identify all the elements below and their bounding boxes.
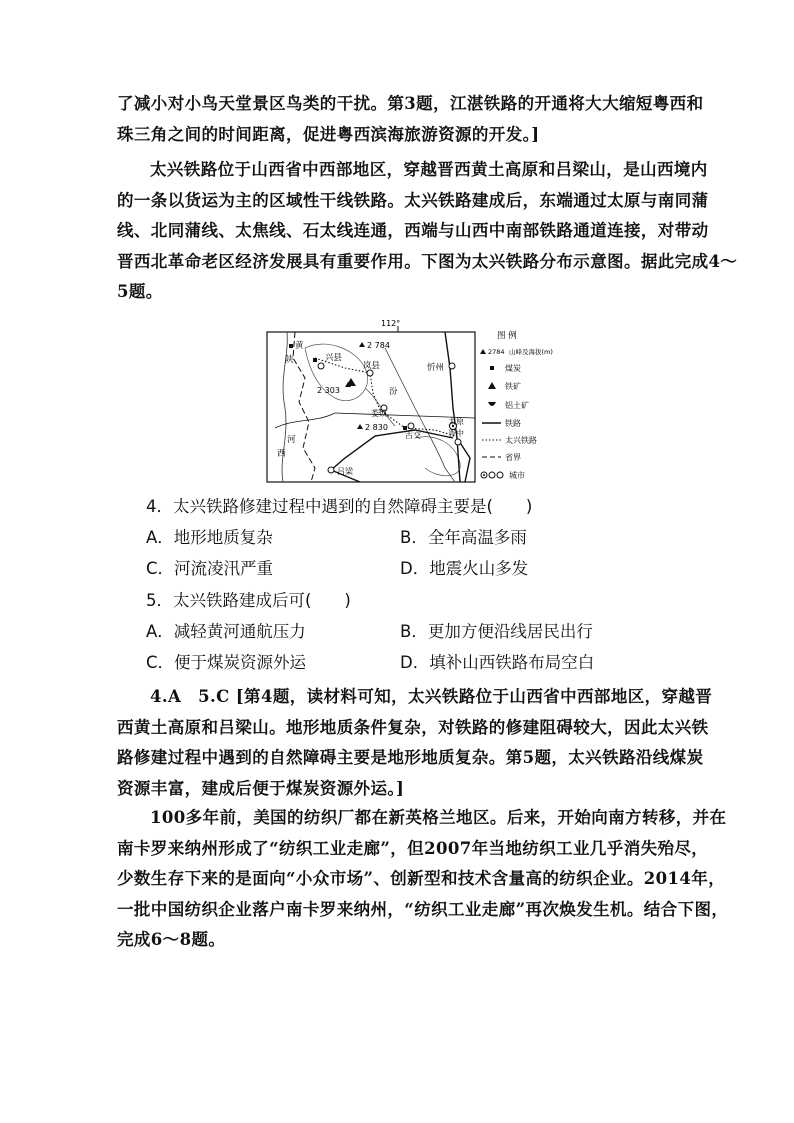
label-huang: 黄 xyxy=(295,341,304,351)
taixing-railway-map xyxy=(265,318,565,490)
question-5-option-c[interactable]: C．便于煤炭资源外运 xyxy=(146,653,307,672)
label-gujiao: 古交 xyxy=(405,431,421,440)
coal-mine-marker xyxy=(403,426,407,430)
label-he: 河 xyxy=(287,435,296,445)
question-4-option-b[interactable]: B．全年高温多雨 xyxy=(400,528,527,547)
legend-city: 城市 xyxy=(509,471,525,480)
legend-iron-icon xyxy=(488,382,496,389)
legend-aluminum-icon xyxy=(488,402,496,406)
coal-mine-marker xyxy=(313,358,317,362)
question-5-option-a[interactable]: A．减轻黄河通航压力 xyxy=(146,622,306,641)
question-4-option-d[interactable]: D．地震火山多发 xyxy=(400,559,529,578)
legend-peak: 山峰及海拔(m) xyxy=(509,348,553,356)
legend-border: 省界 xyxy=(505,453,521,462)
text-line: 南卡罗来纳州形成了“纺织工业走廊”，但2007年当地纺织工业几乎消失殆尽， xyxy=(117,838,709,858)
coal-mine-marker xyxy=(289,344,293,348)
text-line: 少数生存下来的是面向“小众市场”、创新型和技术含量高的纺织企业。2014年， xyxy=(117,869,726,888)
text-line: 路修建过程中遇到的自然障碍主要是地形地质复杂。第5题，太兴铁路沿线煤炭 xyxy=(117,748,704,767)
label-taiyuan: 太原 xyxy=(448,417,464,426)
question-4-option-a[interactable]: A．地形地质复杂 xyxy=(146,528,273,547)
label-peak3: 2 830 xyxy=(365,423,388,432)
map-svg xyxy=(265,318,565,490)
legend-city-dot xyxy=(483,474,485,476)
explanation-continued xyxy=(117,89,704,150)
legend-title: 图 例 xyxy=(497,331,517,341)
answer-key: 4.A 5.C xyxy=(150,687,230,706)
text-line: 完成6～8题。 xyxy=(117,930,226,949)
label-xingxian: 兴县 xyxy=(325,353,343,363)
question-5-option-d[interactable]: D．填补山西铁路布局空白 xyxy=(400,653,595,672)
legend-iron: 铁矿 xyxy=(505,382,521,391)
city-jinzhong xyxy=(455,439,461,445)
text-line: [第4题，读材料可知，太兴铁路位于山西省中西部地区，穿越晋 xyxy=(235,687,713,706)
text-line: 线、北同蒲线、太焦线、石太线连通，西端与山西中南部铁路通道连接，对带动 xyxy=(117,221,709,240)
text-line: 了减小对小鸟天堂景区鸟类的干扰。第3题，江湛铁路的开通将大大缩短粤西和 xyxy=(117,94,704,113)
legend-taixing: 太兴铁路 xyxy=(505,436,537,445)
legend-coal: 煤炭 xyxy=(505,364,521,373)
legend-city-icon xyxy=(497,472,503,478)
text-line: 5题。 xyxy=(117,282,163,301)
longitude-label: 112° xyxy=(381,319,401,328)
text-line: 珠三角之间的时间距离，促进粤西滨海旅游资源的开发。] xyxy=(117,124,540,144)
label-shaan: 陕 xyxy=(285,355,294,365)
legend-peak-value: 2784 xyxy=(488,348,505,356)
map-legend xyxy=(480,330,553,480)
question-4-option-c[interactable]: C．河流凌汛严重 xyxy=(146,559,274,578)
label-luliang: 吕梁 xyxy=(337,467,353,476)
text-line: 一批中国纺织企业落户南卡罗来纳州，“纺织工业走廊”再次焕发生机。结合下图， xyxy=(117,899,729,919)
city-luliang xyxy=(328,467,334,473)
label-loufan: 娄烦 xyxy=(371,409,387,418)
material-passage-textile xyxy=(117,803,729,956)
text-line: 太兴铁路位于山西省中西部地区，穿越晋西黄土高原和吕梁山，是山西境内 xyxy=(150,160,708,179)
city-xingxian xyxy=(318,363,324,369)
text-line: 的一条以货运为主的区域性干线铁路。太兴铁路建成后，东端通过太原与南同蒲 xyxy=(117,190,709,210)
text-line: 100多年前，美国的纺织厂都在新英格兰地区。后来，开始向南方转移，并在 xyxy=(150,808,727,827)
question-5-option-b[interactable]: B．更加方便沿线居民出行 xyxy=(400,622,593,641)
text-line: 西黄土高原和吕梁山。地形地质条件复杂，对铁路的修建阻碍较大，因此太兴铁 xyxy=(117,717,709,737)
legend-aluminum: 铝土矿 xyxy=(505,401,529,410)
city-xinzhou xyxy=(449,363,455,369)
legend-coal-icon xyxy=(490,366,494,370)
label-peak2: 2 303 xyxy=(317,386,340,395)
label-peak1: 2 784 xyxy=(367,341,390,350)
city-gujiao xyxy=(408,423,414,429)
label-xinzhou: 忻州 xyxy=(427,363,445,373)
legend-peak-icon xyxy=(480,349,486,354)
text-line: 资源丰富，建成后便于煤炭资源外运。] xyxy=(117,778,405,798)
text-line: 晋西北革命老区经济发展具有重要作用。下图为太兴铁路分布示意图。据此完成4～ xyxy=(117,251,738,271)
answer-first-line xyxy=(117,682,713,713)
legend-railway: 铁路 xyxy=(505,419,521,428)
label-jinzhong: 晋中 xyxy=(448,429,464,438)
question-5-stem: 5．太兴铁路建成后可( ) xyxy=(146,591,351,610)
label-lanxian: 岚县 xyxy=(363,361,381,371)
answer-explanation xyxy=(117,682,713,804)
legend-city-icon xyxy=(489,472,495,478)
label-xi: 西 xyxy=(277,449,286,459)
material-passage-taixing xyxy=(117,155,738,308)
map-frame xyxy=(267,332,475,482)
label-fen: 汾 xyxy=(389,387,398,397)
question-4-stem: 4．太兴铁路修建过程中遇到的自然障碍主要是( ) xyxy=(146,497,533,516)
